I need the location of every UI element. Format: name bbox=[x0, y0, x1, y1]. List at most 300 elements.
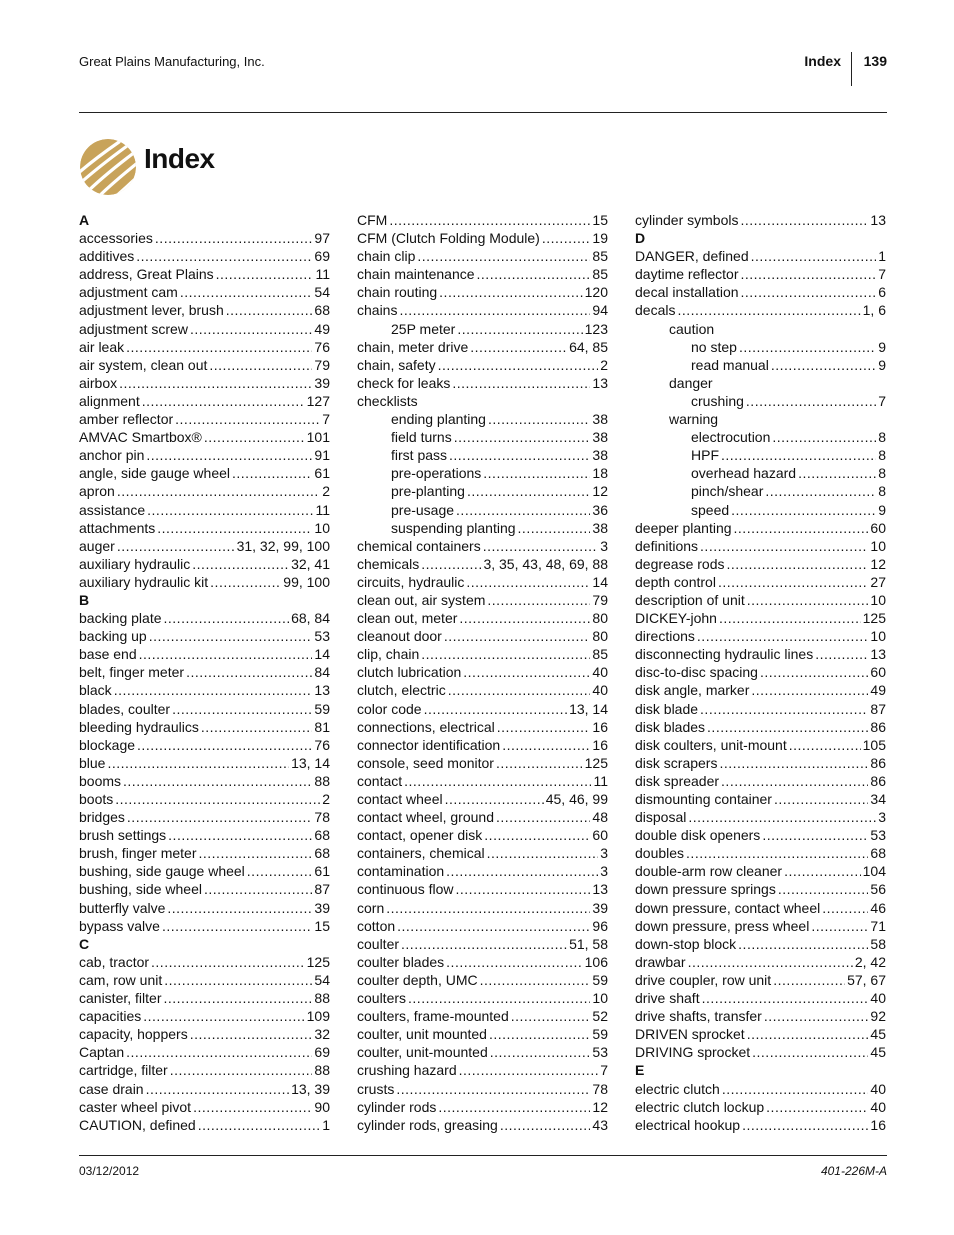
index-term: dismounting container bbox=[635, 791, 772, 807]
index-page-numbers: 120 bbox=[584, 284, 608, 301]
index-entry bbox=[357, 808, 608, 826]
index-entry bbox=[635, 283, 886, 301]
index-page-numbers: 52 bbox=[592, 1008, 608, 1025]
index-entry bbox=[357, 609, 608, 627]
dot-leader bbox=[727, 555, 869, 573]
dot-leader bbox=[700, 537, 868, 555]
index-entry bbox=[79, 880, 330, 898]
dot-leader bbox=[454, 428, 591, 446]
index-entry bbox=[357, 410, 608, 428]
index-entry bbox=[357, 464, 608, 482]
index-page-numbers: 2 bbox=[322, 483, 330, 500]
index-page-numbers: 1, 6 bbox=[862, 302, 886, 319]
index-entry bbox=[635, 754, 886, 772]
dot-leader bbox=[490, 1043, 591, 1061]
dot-leader bbox=[457, 320, 582, 338]
index-term: chain routing bbox=[357, 284, 438, 301]
index-page-numbers: 38 bbox=[592, 447, 608, 464]
index-term: blue bbox=[79, 754, 106, 771]
index-term: cartridge, filter bbox=[79, 1062, 168, 1079]
index-entry bbox=[79, 301, 330, 319]
index-page-numbers: 13 bbox=[870, 212, 886, 228]
index-page-numbers: 125 bbox=[862, 610, 886, 627]
index-page-numbers: 16 bbox=[592, 718, 608, 735]
index-term: chemical containers bbox=[357, 537, 481, 554]
dot-leader bbox=[738, 935, 868, 953]
index-page-numbers: 57, 67 bbox=[847, 971, 886, 988]
index-term: electrocution bbox=[691, 429, 771, 446]
dot-leader bbox=[798, 464, 876, 482]
index-page-numbers: 45, 46, 99 bbox=[545, 791, 608, 807]
index-term: brush, finger meter bbox=[79, 845, 197, 862]
index-term: blades, coulter bbox=[79, 700, 171, 717]
index-page-numbers: 61 bbox=[314, 863, 330, 880]
index-term: additives bbox=[79, 248, 135, 265]
index-entry bbox=[357, 320, 608, 338]
index-entry bbox=[357, 265, 608, 283]
index-entry bbox=[357, 971, 608, 989]
index-page-numbers: 11 bbox=[315, 501, 330, 518]
index-page-numbers: 127 bbox=[306, 392, 330, 409]
index-page-numbers: 92 bbox=[870, 1008, 886, 1025]
letter-label: C bbox=[79, 935, 90, 952]
dot-leader bbox=[734, 519, 869, 537]
index-term: degrease rods bbox=[635, 555, 725, 572]
index-page-numbers: 53 bbox=[592, 1044, 608, 1061]
dot-leader bbox=[449, 446, 590, 464]
index-entry bbox=[357, 1080, 608, 1098]
index-page-numbers: 80 bbox=[592, 628, 608, 645]
index-entry bbox=[357, 247, 608, 265]
index-term: adjustment screw bbox=[79, 320, 188, 337]
index-page-numbers: 15 bbox=[314, 917, 330, 934]
dot-leader bbox=[747, 591, 869, 609]
index-entry bbox=[635, 681, 886, 699]
page-title: Index bbox=[144, 143, 215, 174]
dot-leader bbox=[771, 356, 876, 374]
index-page-numbers: 79 bbox=[592, 591, 608, 608]
index-entry bbox=[635, 627, 886, 645]
index-term: corn bbox=[357, 899, 385, 916]
index-page-numbers: 88 bbox=[314, 990, 330, 1007]
dot-leader bbox=[163, 989, 312, 1007]
index-term: checklists bbox=[357, 392, 418, 409]
index-term: contact, opener disk bbox=[357, 827, 483, 844]
index-page-numbers: 12 bbox=[592, 1098, 608, 1115]
dot-leader bbox=[760, 663, 868, 681]
index-page-numbers: 61 bbox=[314, 465, 330, 482]
dot-leader bbox=[747, 1025, 869, 1043]
index-entry bbox=[79, 374, 330, 392]
index-term: contamination bbox=[357, 863, 445, 880]
index-page-numbers: 54 bbox=[314, 284, 330, 301]
index-term: down pressure springs bbox=[635, 881, 776, 898]
index-term: canister, filter bbox=[79, 990, 162, 1007]
index-page-numbers: 76 bbox=[314, 736, 330, 753]
dot-leader bbox=[445, 790, 544, 808]
index-entry bbox=[79, 609, 330, 627]
index-entry bbox=[635, 971, 886, 989]
index-term: cleanout door bbox=[357, 628, 442, 645]
index-term: attachments bbox=[79, 519, 156, 536]
dot-leader bbox=[766, 1098, 868, 1116]
dot-leader bbox=[446, 862, 598, 880]
index-term: cylinder rods bbox=[357, 1098, 437, 1115]
index-entry bbox=[357, 356, 608, 374]
index-term: speed bbox=[691, 501, 730, 518]
index-page-numbers: 7 bbox=[600, 1062, 608, 1079]
index-page-numbers: 19 bbox=[592, 230, 608, 247]
index-entry bbox=[357, 681, 608, 699]
index-entry bbox=[79, 627, 330, 645]
dot-leader bbox=[811, 917, 868, 935]
index-term: coulter blades bbox=[357, 953, 445, 970]
header-rule bbox=[79, 112, 887, 113]
dot-leader bbox=[115, 790, 320, 808]
index-term: clutch, electric bbox=[357, 682, 446, 699]
dot-leader bbox=[139, 645, 313, 663]
index-entry bbox=[357, 229, 608, 247]
index-term: CFM (Clutch Folding Module) bbox=[357, 230, 540, 247]
index-page-numbers: 13 bbox=[592, 881, 608, 898]
index-page-numbers: 32, 41 bbox=[291, 555, 330, 572]
index-page-numbers: 69 bbox=[314, 248, 330, 265]
index-entry bbox=[79, 1007, 330, 1025]
index-entry bbox=[357, 880, 608, 898]
index-term: directions bbox=[635, 628, 695, 645]
index-entry bbox=[635, 808, 886, 826]
index-entry bbox=[635, 555, 886, 573]
dot-leader bbox=[488, 410, 590, 428]
index-term: down pressure, press wheel bbox=[635, 917, 810, 934]
index-entry bbox=[635, 519, 886, 537]
index-page-numbers: 43 bbox=[592, 1116, 608, 1133]
dot-leader bbox=[114, 681, 313, 699]
index-page-numbers: 78 bbox=[314, 809, 330, 826]
dot-leader bbox=[446, 953, 582, 971]
index-entry bbox=[79, 1098, 330, 1116]
index-page-numbers: 59 bbox=[592, 1026, 608, 1043]
index-entry bbox=[357, 736, 608, 754]
index-entry bbox=[635, 880, 886, 898]
index-page-numbers: 13 bbox=[314, 682, 330, 699]
dot-leader bbox=[210, 573, 281, 591]
index-entry bbox=[79, 971, 330, 989]
index-term: cab, tractor bbox=[79, 953, 150, 970]
index-entry bbox=[635, 917, 886, 935]
index-term: auger bbox=[79, 537, 115, 554]
dot-leader bbox=[247, 862, 313, 880]
index-term: bushing, side gauge wheel bbox=[79, 863, 245, 880]
index-entry bbox=[635, 736, 886, 754]
index-entry bbox=[635, 826, 886, 844]
index-term: chemicals bbox=[357, 555, 420, 572]
index-page-numbers: 64, 85 bbox=[569, 338, 608, 355]
index-page-numbers: 9 bbox=[878, 356, 886, 373]
index-entry bbox=[357, 718, 608, 736]
page-number: 139 bbox=[863, 53, 887, 69]
index-term: chain, safety bbox=[357, 356, 436, 373]
dot-leader bbox=[172, 700, 312, 718]
index-entry bbox=[357, 428, 608, 446]
index-entry bbox=[79, 736, 330, 754]
index-term: CAUTION, defined bbox=[79, 1116, 196, 1133]
index-term: DANGER, defined bbox=[635, 248, 749, 265]
index-term: DRIVEN sprocket bbox=[635, 1026, 745, 1043]
index-page-numbers: 85 bbox=[592, 266, 608, 283]
index-term: brush settings bbox=[79, 827, 167, 844]
index-page-numbers: 8 bbox=[878, 429, 886, 446]
index-entry bbox=[79, 718, 330, 736]
index-page-numbers: 7 bbox=[322, 411, 330, 428]
index-entry bbox=[79, 700, 330, 718]
index-page-numbers: 84 bbox=[314, 664, 330, 681]
index-term: double disk openers bbox=[635, 827, 761, 844]
index-term: warning bbox=[669, 411, 719, 428]
index-page-numbers: 2 bbox=[322, 791, 330, 807]
dot-leader bbox=[424, 700, 567, 718]
index-term: field turns bbox=[391, 429, 452, 446]
dot-leader bbox=[192, 555, 289, 573]
index-term: backing up bbox=[79, 628, 147, 645]
dot-leader bbox=[142, 392, 305, 410]
index-entry bbox=[357, 700, 608, 718]
index-term: cylinder rods, greasing bbox=[357, 1116, 498, 1133]
dot-leader bbox=[117, 482, 320, 500]
index-term: chain maintenance bbox=[357, 266, 475, 283]
dot-leader bbox=[778, 880, 869, 898]
index-term: CFM bbox=[357, 212, 388, 228]
dot-leader bbox=[722, 1080, 869, 1098]
index-term: decals bbox=[635, 302, 676, 319]
index-term: down pressure, contact wheel bbox=[635, 899, 821, 916]
index-page-numbers: 40 bbox=[592, 664, 608, 681]
dot-leader bbox=[719, 754, 868, 772]
letter-label: A bbox=[79, 212, 90, 228]
index-term: read manual bbox=[691, 356, 769, 373]
dot-leader bbox=[452, 374, 590, 392]
index-entry bbox=[635, 501, 886, 519]
index-page-numbers: 109 bbox=[306, 1008, 330, 1025]
dot-leader bbox=[438, 1098, 590, 1116]
index-entry bbox=[357, 663, 608, 681]
dot-leader bbox=[444, 627, 591, 645]
index-page-numbers: 86 bbox=[870, 754, 886, 771]
index-page-numbers: 10 bbox=[870, 537, 886, 554]
index-term: cylinder symbols bbox=[635, 212, 739, 228]
index-page-numbers: 8 bbox=[878, 447, 886, 464]
index-term: continuous flow bbox=[357, 881, 454, 898]
index-entry bbox=[79, 772, 330, 790]
index-entry bbox=[635, 1025, 886, 1043]
index-term: airbox bbox=[79, 374, 118, 391]
index-term: pinch/shear bbox=[691, 483, 764, 500]
dot-leader bbox=[500, 1116, 591, 1134]
index-page-numbers: 59 bbox=[592, 971, 608, 988]
index-term: electric clutch lockup bbox=[635, 1098, 765, 1115]
index-page-numbers: 90 bbox=[314, 1098, 330, 1115]
index-entry bbox=[79, 338, 330, 356]
index-term: disk blade bbox=[635, 700, 699, 717]
dot-leader bbox=[448, 681, 591, 699]
index-page-numbers: 13 bbox=[592, 374, 608, 391]
dot-leader bbox=[496, 754, 583, 772]
index-term: accessories bbox=[79, 230, 153, 247]
dot-leader bbox=[123, 772, 312, 790]
index-page-numbers: 32 bbox=[314, 1026, 330, 1043]
dot-leader bbox=[401, 935, 567, 953]
dot-leader bbox=[688, 953, 853, 971]
index-entry bbox=[79, 392, 330, 410]
dot-leader bbox=[164, 609, 290, 627]
index-term: drawbar bbox=[635, 953, 686, 970]
index-term: pre-planting bbox=[391, 483, 465, 500]
dot-leader bbox=[739, 338, 876, 356]
dot-leader bbox=[751, 247, 877, 265]
index-entry bbox=[357, 844, 608, 862]
index-term: coulter depth, UMC bbox=[357, 971, 478, 988]
dot-leader bbox=[466, 573, 590, 591]
page-header bbox=[79, 54, 887, 88]
index-entry bbox=[357, 1025, 608, 1043]
index-entry bbox=[357, 772, 608, 790]
index-term: air system, clean out bbox=[79, 356, 208, 373]
index-term: coulters, frame-mounted bbox=[357, 1008, 509, 1025]
dot-leader bbox=[742, 1116, 868, 1134]
dot-leader bbox=[438, 356, 599, 374]
index-page-numbers: 123 bbox=[584, 320, 608, 337]
index-page-numbers: 8 bbox=[878, 465, 886, 482]
index-term: disposal bbox=[635, 809, 687, 826]
dot-leader bbox=[421, 645, 590, 663]
document-number: 401-226M-A bbox=[820, 1164, 887, 1178]
index-column-3 bbox=[635, 211, 886, 1134]
dot-leader bbox=[126, 1043, 312, 1061]
index-page-numbers: 49 bbox=[870, 682, 886, 699]
dot-leader bbox=[483, 537, 598, 555]
index-entry bbox=[635, 482, 886, 500]
index-term: ending planting bbox=[391, 411, 486, 428]
index-page-numbers: 105 bbox=[862, 736, 886, 753]
index-entry bbox=[357, 899, 608, 917]
index-entry bbox=[357, 392, 608, 410]
index-page-numbers: 3 bbox=[600, 845, 608, 862]
index-entry bbox=[635, 573, 886, 591]
index-term: Captan bbox=[79, 1044, 125, 1061]
index-term: disk blades bbox=[635, 718, 706, 735]
index-entry bbox=[79, 446, 330, 464]
dot-leader bbox=[198, 1116, 320, 1134]
dot-leader bbox=[480, 971, 591, 989]
dot-leader bbox=[459, 1061, 599, 1079]
dot-leader bbox=[180, 283, 313, 301]
index-page-numbers: 60 bbox=[592, 827, 608, 844]
index-term: coulter, unit-mounted bbox=[357, 1044, 488, 1061]
index-entry bbox=[635, 1116, 886, 1134]
index-page-numbers: 15 bbox=[592, 212, 608, 228]
index-entry bbox=[357, 1116, 608, 1134]
dot-leader bbox=[162, 917, 312, 935]
index-entry bbox=[635, 410, 886, 428]
index-entry bbox=[357, 754, 608, 772]
dot-leader bbox=[175, 410, 320, 428]
great-plains-logo-icon bbox=[79, 138, 137, 196]
dot-leader bbox=[168, 826, 312, 844]
dot-leader bbox=[190, 1025, 313, 1043]
index-page-numbers: 2 bbox=[600, 356, 608, 373]
dot-leader bbox=[542, 229, 591, 247]
index-page-numbers: 86 bbox=[870, 718, 886, 735]
index-entry bbox=[357, 1061, 608, 1079]
index-entry bbox=[79, 410, 330, 428]
index-page-numbers: 68 bbox=[314, 827, 330, 844]
dot-leader bbox=[822, 899, 868, 917]
index-term: check for leaks bbox=[357, 374, 451, 391]
index-entry bbox=[79, 320, 330, 338]
index-page-numbers: 79 bbox=[314, 356, 330, 373]
dot-leader bbox=[439, 283, 582, 301]
dot-leader bbox=[216, 265, 314, 283]
index-page-numbers: 14 bbox=[314, 646, 330, 663]
index-entry bbox=[635, 645, 886, 663]
index-page-numbers: 13, 14 bbox=[569, 700, 608, 717]
index-term: pre-operations bbox=[391, 465, 482, 482]
index-page-numbers: 36 bbox=[592, 501, 608, 518]
index-page-numbers: 27 bbox=[870, 573, 886, 590]
footer-date: 03/12/2012 bbox=[79, 1164, 140, 1178]
index-term: apron bbox=[79, 483, 115, 500]
index-term: HPF bbox=[691, 447, 719, 464]
index-page-numbers: 12 bbox=[870, 555, 886, 572]
index-entry bbox=[79, 790, 330, 808]
index-entry bbox=[79, 989, 330, 1007]
index-entry bbox=[79, 428, 330, 446]
index-page-numbers: 54 bbox=[314, 971, 330, 988]
index-entry bbox=[79, 356, 330, 374]
index-page-numbers: 11 bbox=[593, 772, 608, 789]
index-page-numbers: 16 bbox=[592, 736, 608, 753]
index-entry bbox=[635, 935, 886, 953]
dot-leader bbox=[719, 609, 861, 627]
index-term: pre-usage bbox=[391, 501, 455, 518]
index-term: disconnecting hydraulic lines bbox=[635, 646, 814, 663]
dot-leader bbox=[143, 1007, 304, 1025]
index-term: black bbox=[79, 682, 112, 699]
index-term: connections, electrical bbox=[357, 718, 495, 735]
index-term: description of unit bbox=[635, 591, 745, 608]
index-page-numbers: 87 bbox=[870, 700, 886, 717]
dot-leader bbox=[497, 718, 591, 736]
index-entry bbox=[635, 609, 886, 627]
index-term: auxiliary hydraulic bbox=[79, 555, 191, 572]
index-entry bbox=[635, 374, 886, 392]
index-entry bbox=[635, 1043, 886, 1061]
index-entry bbox=[357, 1007, 608, 1025]
index-page-numbers: 76 bbox=[314, 338, 330, 355]
index-page-numbers: 80 bbox=[592, 610, 608, 627]
index-entry bbox=[635, 953, 886, 971]
index-page-numbers: 94 bbox=[592, 302, 608, 319]
dot-leader bbox=[151, 953, 305, 971]
dot-leader bbox=[389, 211, 590, 229]
index-entry bbox=[79, 663, 330, 681]
index-term: case drain bbox=[79, 1080, 144, 1097]
index-entry bbox=[79, 482, 330, 500]
index-entry bbox=[357, 591, 608, 609]
index-entry bbox=[635, 265, 886, 283]
index-entry bbox=[635, 899, 886, 917]
index-entry bbox=[357, 645, 608, 663]
